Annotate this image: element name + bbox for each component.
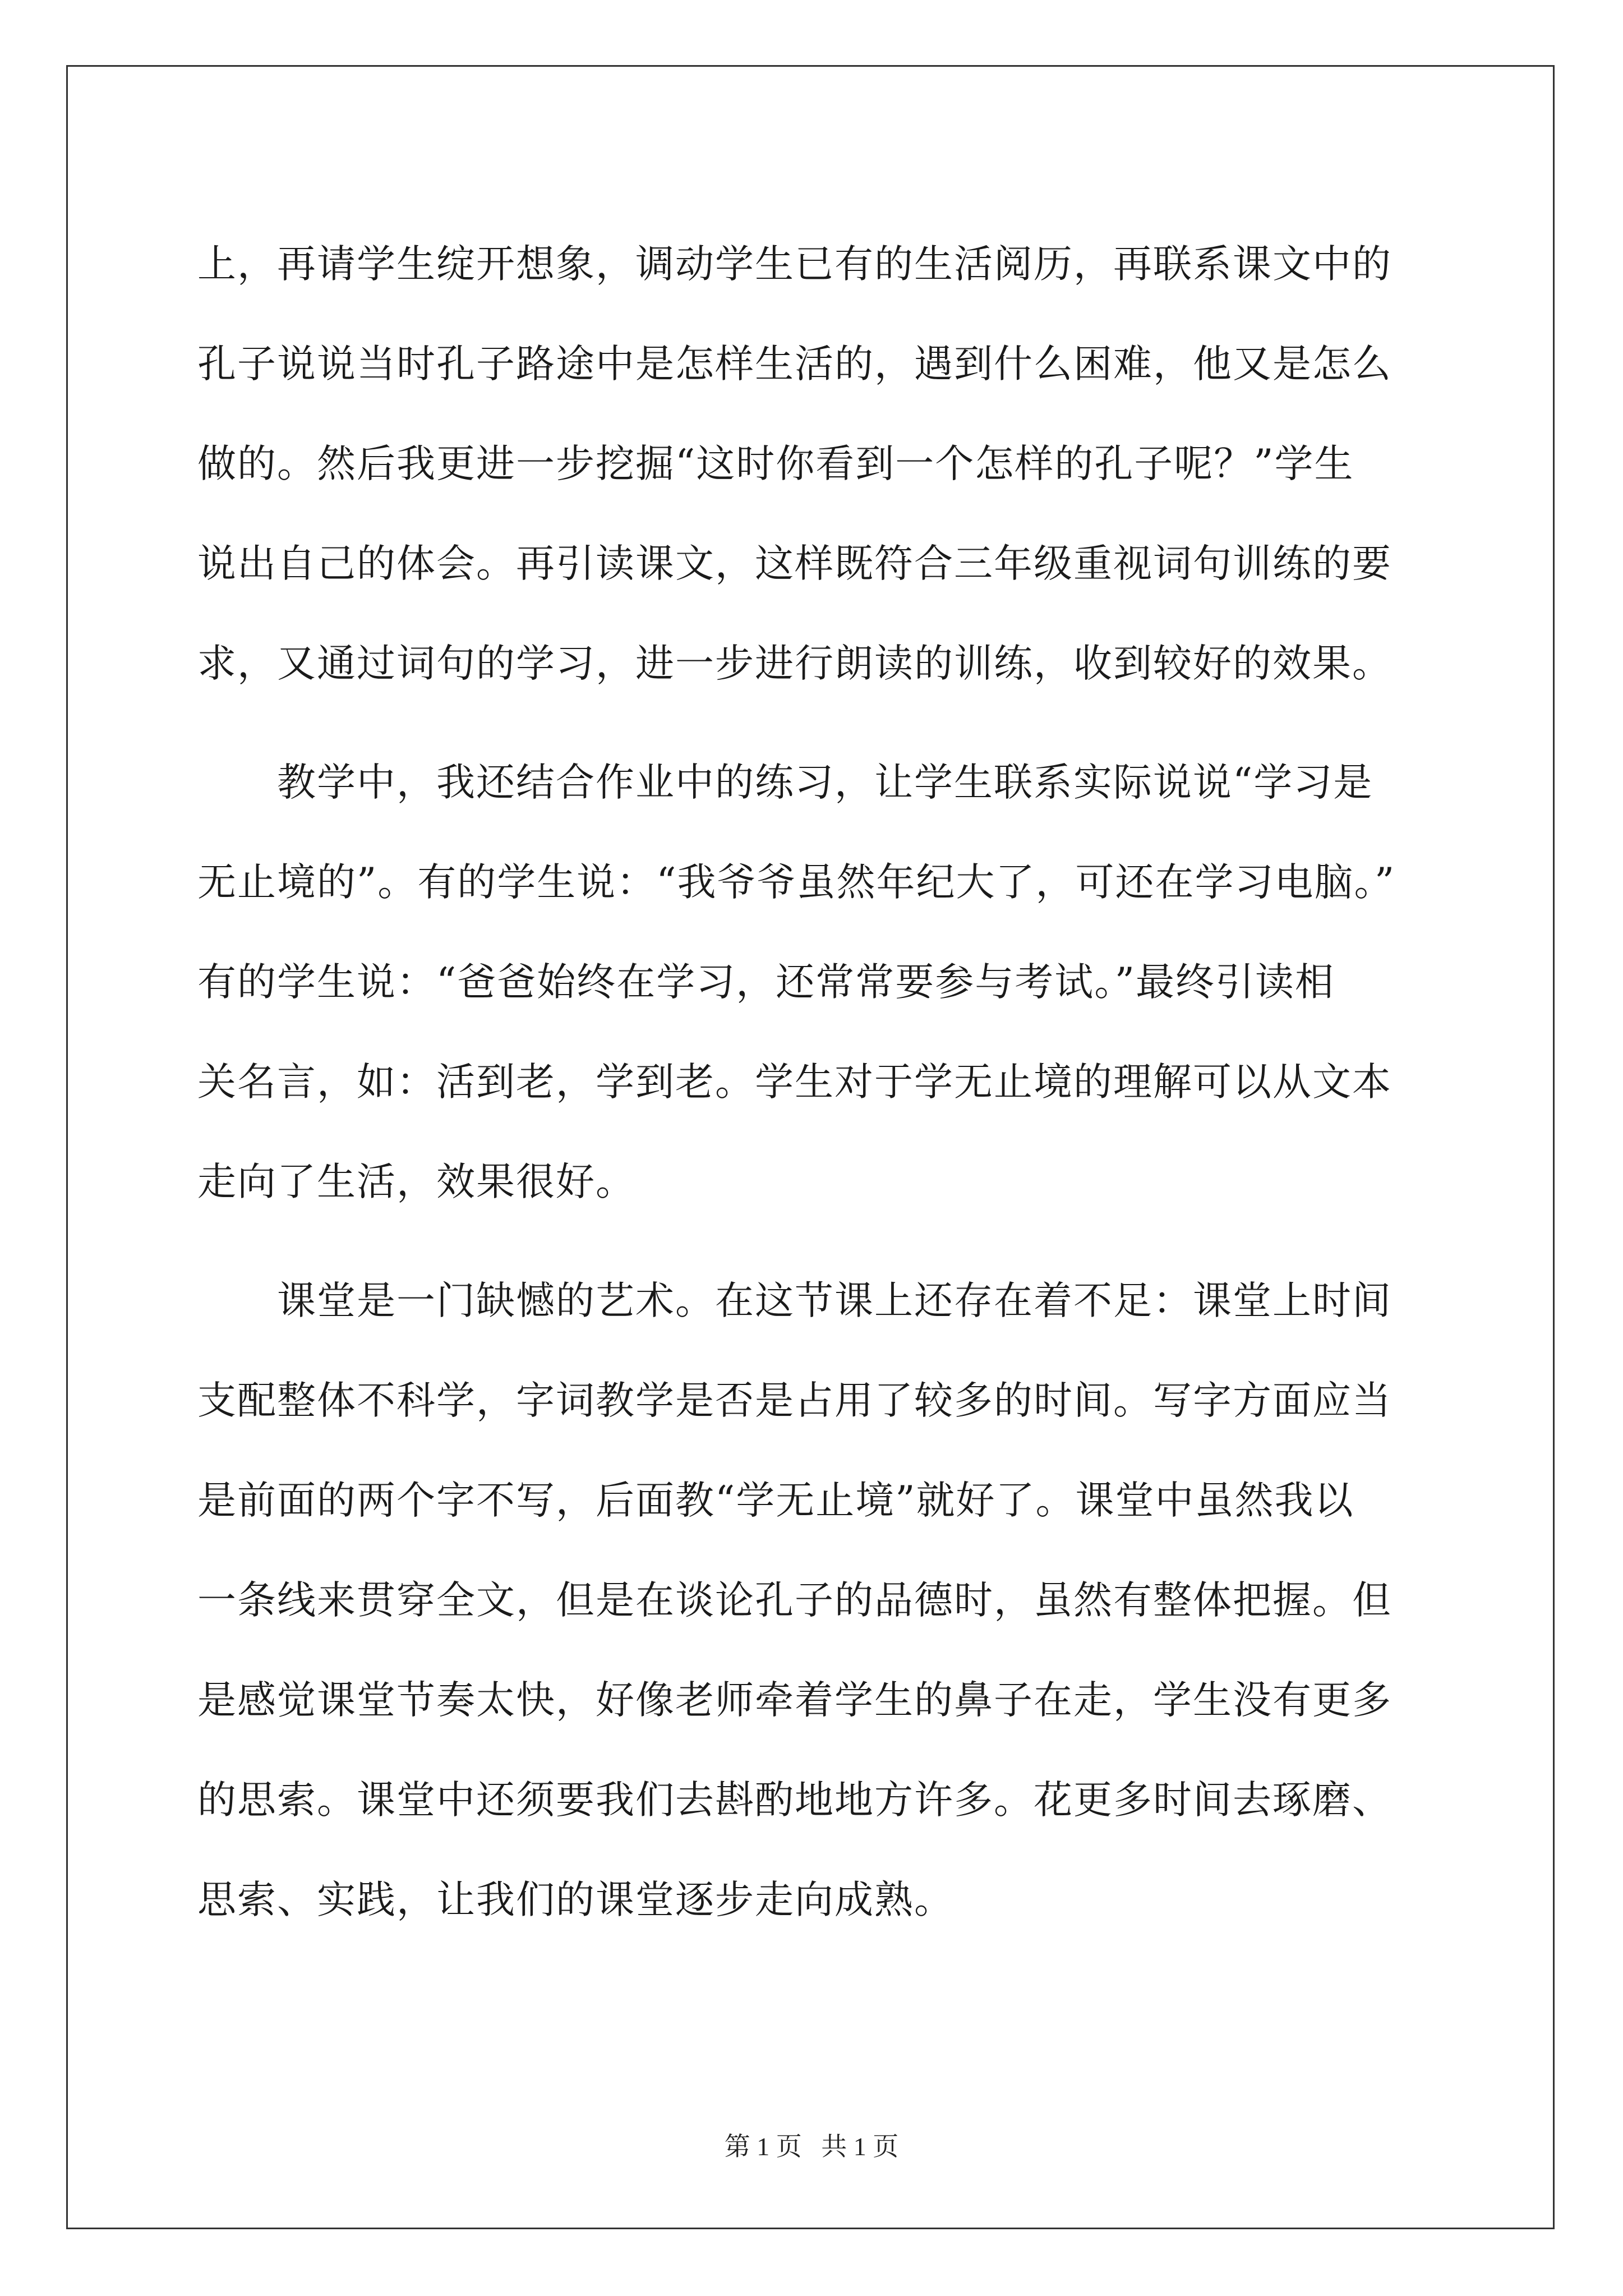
text-line: 孔子说说当时孔子路途中是怎样生活的，遇到什么困难，他又是怎么	[197, 342, 1392, 386]
text-line: 关名言，如：活到老，学到老。学生对于学无止境的理解可以从文本	[197, 1060, 1392, 1105]
text-line: 的思索。课堂中还须要我们去斟酌地地方许多。花更多时间去琢磨、	[197, 1778, 1392, 1823]
text-line: 是前面的两个字不写，后面教“学无止境”就好了。课堂中虽然我以	[197, 1478, 1354, 1523]
text-line: 一条线来贯穿全文，但是在谈论孔子的品德时，虽然有整体把握。但	[197, 1578, 1392, 1623]
text-line: 是感觉课堂节奏太快，好像老师牵着学生的鼻子在走，学生没有更多	[197, 1678, 1392, 1723]
text-line: 无止境的”。有的学生说：“我爷爷虽然年纪大了，可还在学习电脑。”	[197, 860, 1396, 905]
text-line: 支配整体不科学，字词教学是否是占用了较多的时间。写字方面应当	[197, 1378, 1392, 1423]
text-line: 教学中，我还结合作业中的练习，让学生联系实际说说“学习是	[197, 760, 1373, 805]
paragraph	[197, 214, 1437, 714]
text-line: 说出自己的体会。再引读课文，这样既符合三年级重视词句训练的要	[197, 541, 1392, 586]
text-line: 上，再请学生绽开想象，调动学生已有的生活阅历，再联系课文中的	[197, 242, 1392, 287]
text-line: 思索、实践，让我们的课堂逐步走向成熟。	[197, 1878, 954, 1922]
paragraph	[197, 1251, 1437, 1950]
document-body	[197, 214, 1437, 1950]
paragraph-gap	[197, 714, 1437, 733]
paragraph	[197, 733, 1437, 1232]
text-line: 走向了生活，效果很好。	[197, 1159, 635, 1204]
text-line: 做的。然后我更进一步挖掘“这时你看到一个怎样的孔子呢？”学生	[197, 441, 1354, 486]
text-line: 有的学生说：“爸爸始终在学习，还常常要参与考试。”最终引读相	[197, 960, 1335, 1005]
page-number-footer: 第 1 页 共 1 页	[724, 2132, 899, 2161]
paragraph-gap	[197, 1232, 1437, 1251]
text-line: 求，又通过词句的学习，进一步进行朗读的训练，收到较好的效果。	[197, 641, 1392, 686]
text-line: 课堂是一门缺憾的艺术。在这节课上还存在着不足：课堂上时间	[197, 1278, 1392, 1323]
